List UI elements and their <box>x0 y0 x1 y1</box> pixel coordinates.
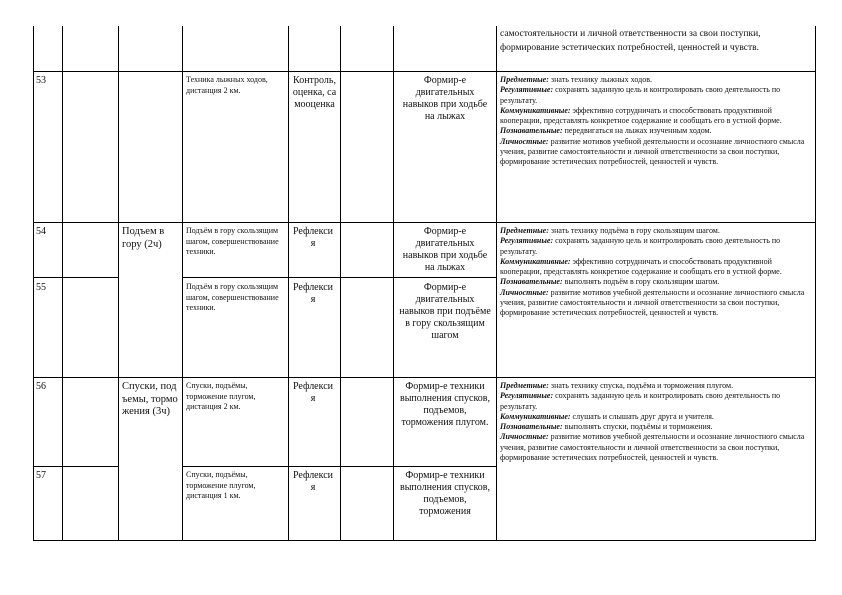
results-cell <box>500 75 812 168</box>
results-cell-text: самостоятельности и личной ответственности за свои поступки, формирование эстетических потребностей, ценностей и чувств. <box>500 29 761 53</box>
column-divider <box>340 26 341 541</box>
result-item: Регулятивные: сохранять заданную цель и контролировать свою деятельность по результату. <box>500 85 781 105</box>
result-item: Личностные: развитие мотивов учебной деятельности и осознание личностного смысла учения, развитие самостоятельности и личной ответственности за свои поступки, формирование эстетических потребностей, ценностей и чувств. <box>500 136 805 167</box>
column-divider <box>393 26 394 541</box>
row-divider <box>33 466 118 467</box>
row-number: 57 <box>36 470 46 481</box>
row-divider <box>33 377 816 378</box>
column-divider <box>118 26 119 541</box>
control-form: Рефлексия <box>292 282 334 305</box>
control-form: Рефлексия <box>292 381 334 404</box>
result-item: Предметные: знать технику лыжных ходов. <box>500 75 652 84</box>
row-divider <box>33 222 816 223</box>
result-item: Личностные: развитие мотивов учебной деятельности и осознание личностного смысла учения, развитие самостоятельности и личной ответственности за свои поступки, формирование эстетических потребностей, ценностей и чувств. <box>500 287 805 318</box>
result-item: Коммуникативные: эффективно сотрудничать и способствовать продуктивной кооперации, представлять конкретное содержание и сообщать его в устной форме. <box>500 105 782 126</box>
results-cell <box>500 381 812 463</box>
row-number: 55 <box>36 282 46 293</box>
result-item: Регулятивные: сохранять заданную цель и контролировать свою деятельность по результату. <box>500 236 781 256</box>
column-divider <box>62 26 63 541</box>
lesson-topic: Спуски, подъёмы, торможение плугом, дистанция 1 км. <box>186 470 256 500</box>
activity-type: Формир-е двигательных навыков при ходьбе на лыжах <box>402 75 488 122</box>
activity-type: Формир-е двигательных навыков при подъёме в гору скользящим шагом <box>399 282 491 341</box>
activity-type: Формир-е техники выполнения спусков, подъемов, торможения <box>399 470 491 517</box>
column-divider <box>496 26 497 541</box>
control-form: Контроль, оценка, самооценка <box>292 75 337 110</box>
lesson-topic: Подъём в гору скользящим шагом, совершенствование техники. <box>186 226 279 256</box>
table-border-left <box>33 26 34 541</box>
table-border-bottom <box>33 540 816 541</box>
row-number: 56 <box>36 381 46 392</box>
results-cell <box>500 226 812 319</box>
row-divider <box>33 71 816 72</box>
result-item: Регулятивные: сохранять заданную цель и контролировать свою деятельность по результату. <box>500 391 781 411</box>
result-item: Коммуникативные: эффективно сотрудничать и способствовать продуктивной кооперации, представлять конкретное содержание и сообщать его в устной форме. <box>500 256 782 277</box>
lesson-topic: Спуски, подъёмы, торможение плугом, дистанция 2 км. <box>186 381 256 411</box>
section-title: Спуски, подъемы, торможения (3ч) <box>122 381 178 417</box>
result-item: Познавательные: передвигаться на лыжах изученным ходом. <box>500 126 712 136</box>
control-form: Рефлексия <box>292 470 334 493</box>
activity-type: Формир-е двигательных навыков при ходьбе на лыжах <box>402 226 488 273</box>
row-divider <box>182 277 496 278</box>
result-item: Предметные: знать технику подъёма в гору скользящим шагом. <box>500 226 720 235</box>
lesson-topic: Техника лыжных ходов, дистанция 2 км. <box>186 75 268 95</box>
result-item: Личностные: развитие мотивов учебной деятельности и осознание личностного смысла учения, развитие самостоятельности и личной ответственности за свои поступки, формирование эстетических потребностей, ценностей и чувств. <box>500 432 805 463</box>
row-divider <box>182 466 496 467</box>
result-item: Познавательные: выполнять спуски, подъёмы и торможения. <box>500 422 713 432</box>
activity-type: Формир-е техники выполнения спусков, подъемов, торможения плугом. <box>399 381 491 428</box>
row-number: 53 <box>36 75 46 86</box>
row-divider <box>33 277 118 278</box>
row-number: 54 <box>36 226 46 237</box>
control-form: Рефлексия <box>292 226 334 249</box>
result-item: Познавательные: выполнять подъём в гору скользящим шагом. <box>500 277 720 287</box>
result-item: Предметные: знать технику спуска, подъёма и торможения плугом. <box>500 381 734 390</box>
section-title: Подъем в гору (2ч) <box>122 226 165 250</box>
result-item: Коммуникативные: слушать и слышать друг друга и учителя. <box>500 411 714 421</box>
column-divider <box>288 26 289 541</box>
column-divider <box>182 26 183 541</box>
table-border-right <box>815 26 816 541</box>
lesson-topic: Подъём в гору скользящим шагом, совершенствование техники. <box>186 282 279 312</box>
